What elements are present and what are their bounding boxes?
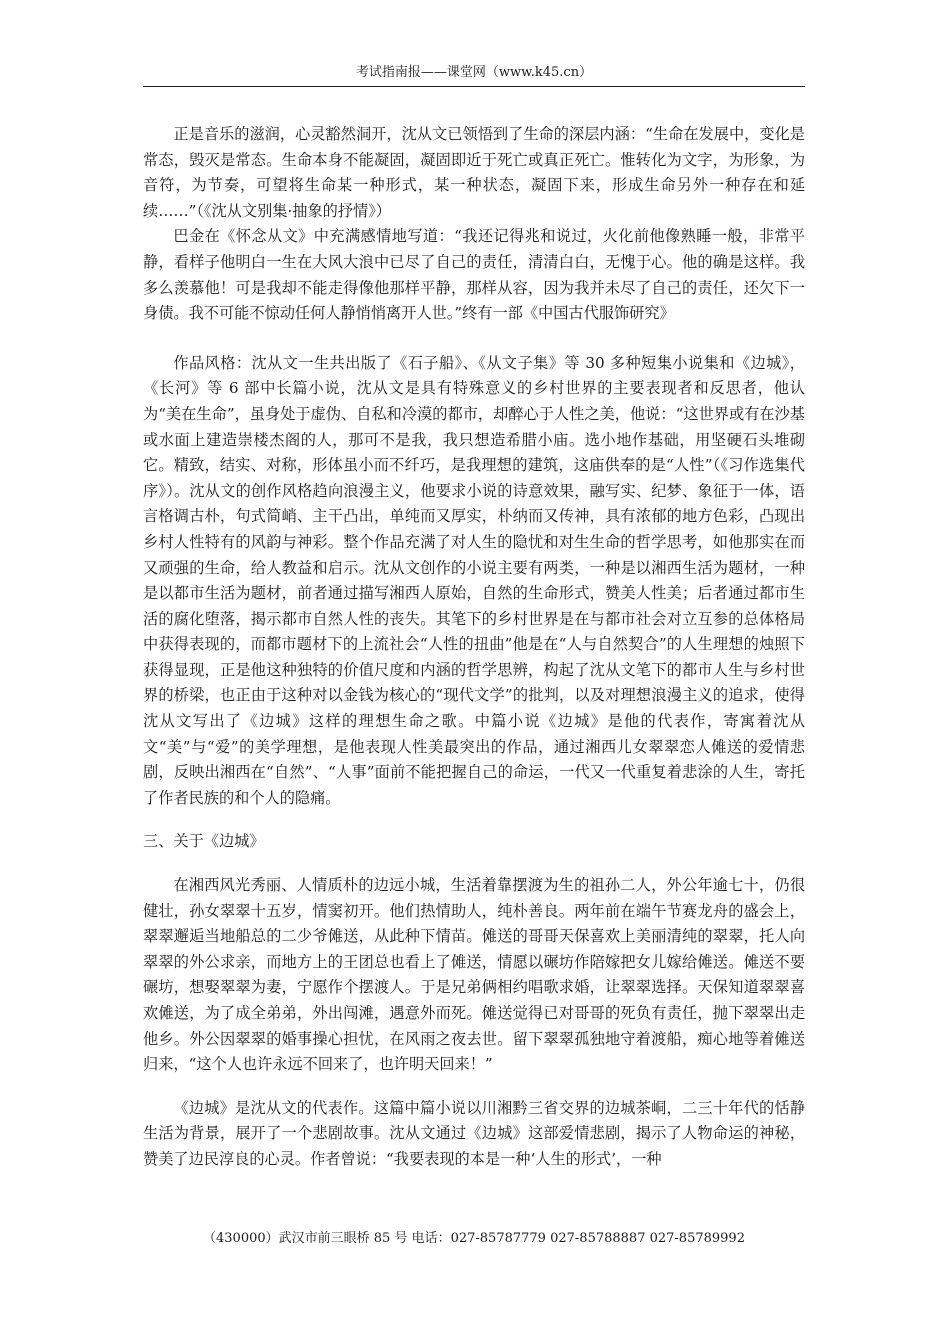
paragraph-spacer	[143, 811, 805, 829]
section-heading: 三、关于《边城》	[143, 832, 265, 851]
paragraph-spacer	[143, 1078, 805, 1096]
page-header: 考试指南报——课堂网（www.k45.cn）	[355, 65, 593, 80]
paragraph-bajin: 巴金在《怀念从文》中充满感情地写道：“我还记得兆和说过，火化前他像熟睡一般，非常平静，看样子他明白一生在大风大浪中已尽了自己的责任，清清白白，无愧于心。他的确是这样。我多么羡慕他！可是我却不能走得像他那样平静，那样从容，因为我并未尽了自己的责任，还欠下一身债。我不可能不惊动任何人静悄悄离开人世。”终有一部《中国古代服饰研究》	[143, 227, 805, 323]
paragraph-spacer	[143, 855, 805, 873]
paragraph-biancheng: 《边城》是沈从文的代表作。这篇中篇小说以川湘黔三省交界的边城茶峒，二三十年代的恬静生活为背景，展开了一个悲剧故事。沈从文通过《边城》这部爱情悲剧，揭示了人物命运的神秘，赞美了边民淳良的心灵。作者曾说：“我要表现的本是一种‘人生的形式’，一种	[143, 1098, 805, 1168]
paragraph-music: 正是音乐的滋润，心灵豁然洞开，沈从文已领悟到了生命的深层内涵：“生命在发展中，变化是常态，毁灭是常态。生命本身不能凝固，凝固即近于死亡或真正死亡。惟转化为文字，为形象，为音符，为节奏，可望将生命某一种形式，某一种状态，凝固下来，形成生命另外一种存在和延续……”（《沈从文别集·抽象的抒情》）	[143, 125, 805, 220]
paragraph-plot: 在湘西风光秀丽、人情质朴的边远小城，生活着靠摆渡为生的祖孙二人，外公年逾七十，仍很健壮，孙女翠翠十五岁，情窦初开。他们热情助人，纯朴善良。两年前在端午节赛龙舟的盛会上，翠翠邂逅当地船总的二少爷傩送，从此种下情苗。傩送的哥哥天保喜欢上美丽清纯的翠翠，托人向翠翠的外公求亲，而地方上的王团总也看上了傩送，情愿以碾坊作陪嫁把女儿嫁给傩送。傩送不要碾坊，想娶翠翠为妻，宁愿作个摆渡人。于是兄弟俩相约唱歌求婚，让翠翠选择。天保知道翠翠喜欢傩送，为了成全弟弟，外出闯滩，遇意外而死。傩送觉得已对哥哥的死负有责任，抛下翠翠出走他乡。外公因翠翠的婚事操心担忧，在风雨之夜去世。留下翠翠孤独地守着渡船，痴心地等着傩送归来，“这个人也许永远不回来了，也许明天回来！”	[143, 876, 805, 1074]
paragraph-spacer	[143, 327, 805, 351]
paragraph-style: 作品风格：沈从文一生共出版了《石子船》、《从文子集》等 30 多种短集小说集和《边城》，《长河》等 6 部中长篇小说，沈从文是具有特殊意义的乡村世界的主要表现者和反思者，他认为“美在生命”，虽身处于虚伪、自私和冷漠的都市，却醉心于人性之美，他说：“这世界或有在沙基或水面上建造崇楼杰阁的人，那可不是我，我只想造希腊小庙。选小地作基础，用坚硬石头堆砌它。精致，结实、对称，形体虽小而不纤巧，是我理想的建筑，这庙供奉的是“人性”（《习作选集代序》）。沈从文的创作风格趋向浪漫主义，他要求小说的诗意效果，融写实、纪梦、象征于一体，语言格调古朴，句式简峭、主干凸出，单纯而又厚实，朴纳而又传神，具有浓郁的地方色彩，凸现出乡村人性特有的风韵与神彩。整个作品充满了对人生的隐忧和对生生命的哲学思考，如他那实在而又顽强的生命，给人教益和启示。沈从文创作的小说主要有两类，一种是以湘西生活为题材，一种是以都市生活为题材，前者通过描写湘西人原始，自然的生命形式，赞美人性美；后者通过都市生活的腐化堕落，揭示都市自然人性的丧失。其笔下的乡村世界是在与都市社会对立互参的总体格局中获得表现的，而都市题材下的上流社会“人性的扭曲”他是在“人与自然契合”的人生理想的烛照下获得显现，正是他这种独特的价值尺度和内涵的哲学思辨，构起了沈从文笔下的都市人生与乡村世界的桥梁，也正由于这种对以金钱为核心的“现代文学”的批判，以及对理想浪漫主义的追求，使得沈从文写出了《边城》这样的理想生命之歌。中篇小说《边城》是他的代表作，寄寓着沈从文“美”与“爱”的美学理想，是他表现人性美最突出的作品，通过湘西儿女翠翠恋人傩送的爱情悲剧，反映出湘西在“自然”、“人事”面前不能把握自己的命运，一代又一代重复着悲涂的人生，寄托了作者民族的和个人的隐痛。	[143, 353, 805, 807]
document-body	[143, 122, 805, 1173]
page-footer: （430000）武汉市前三眼桥 85 号 电话：027-85787779 027-85788887 027-85789992	[203, 1231, 745, 1246]
header-divider	[143, 86, 805, 87]
